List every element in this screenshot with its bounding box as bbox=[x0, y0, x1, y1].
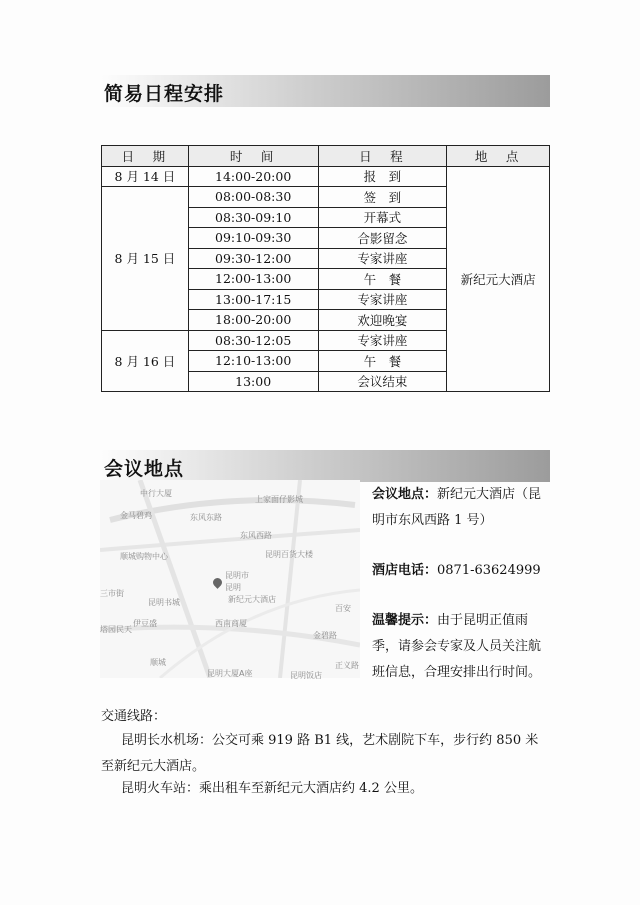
agenda-cell: 欢迎晚宴 bbox=[318, 310, 447, 331]
map-label: 正义路 bbox=[335, 661, 359, 670]
map-label: 昆明大厦A座 bbox=[207, 669, 253, 678]
phone-label: 酒店电话： bbox=[372, 563, 438, 578]
map-label: 新纪元大酒店 bbox=[228, 595, 276, 604]
tip-block bbox=[372, 608, 552, 686]
transport-title: 交通线路： bbox=[101, 709, 167, 724]
map-label: 昆明饭店 bbox=[290, 671, 322, 680]
time-cell: 13:00 bbox=[188, 371, 318, 392]
venue-section-title: 会议地点 bbox=[104, 458, 185, 480]
time-cell: 18:00-20:00 bbox=[188, 310, 318, 331]
map-label: 塔园民天 bbox=[100, 625, 132, 634]
map-label: 金碧路 bbox=[313, 631, 337, 640]
time-cell: 09:30-12:00 bbox=[188, 248, 318, 269]
agenda-cell: 开幕式 bbox=[318, 207, 447, 228]
header-date: 日 期 bbox=[102, 146, 189, 167]
map-label: 东风东路 bbox=[190, 513, 222, 522]
date-cell: 8 月 14 日 bbox=[102, 166, 189, 187]
time-cell: 08:00-08:30 bbox=[188, 187, 318, 208]
map-label: 上家面仔影城 bbox=[255, 495, 303, 504]
agenda-cell: 签 到 bbox=[318, 187, 447, 208]
time-cell: 12:10-13:00 bbox=[188, 351, 318, 372]
map-label: 昆明市 bbox=[225, 571, 249, 580]
phone-block bbox=[372, 558, 552, 584]
agenda-cell: 专家讲座 bbox=[318, 330, 447, 351]
date-cell: 8 月 15 日 bbox=[102, 187, 189, 331]
header-agenda: 日 程 bbox=[318, 146, 447, 167]
address-block bbox=[372, 482, 552, 534]
agenda-cell: 合影留念 bbox=[318, 228, 447, 249]
map-label: 中行大厦 bbox=[140, 489, 172, 498]
map-label: 昆明书城 bbox=[148, 598, 180, 607]
time-cell: 12:00-13:00 bbox=[188, 269, 318, 290]
map-label: 三市街 bbox=[100, 589, 124, 598]
map-label: 西南商厦 bbox=[215, 619, 247, 628]
agenda-cell: 午 餐 bbox=[318, 351, 447, 372]
transport-train: 昆明火车站：乘出租车至新纪元大酒店约 4.2 公里。 bbox=[121, 781, 423, 796]
map-label: 百安 bbox=[335, 604, 351, 613]
schedule-section-title: 简易日程安排 bbox=[104, 83, 225, 105]
time-cell: 14:00-20:00 bbox=[188, 166, 318, 187]
header-place: 地 点 bbox=[447, 146, 550, 167]
time-cell: 08:30-12:05 bbox=[188, 330, 318, 351]
table-row bbox=[102, 166, 550, 187]
agenda-cell: 午 餐 bbox=[318, 269, 447, 290]
date-cell: 8 月 16 日 bbox=[102, 330, 189, 392]
header-time: 时 间 bbox=[188, 146, 318, 167]
map-label: 东风西路 bbox=[240, 531, 272, 540]
table-header-row bbox=[102, 146, 550, 167]
transport-airport: 昆明长水机场：公交可乘 919 路 B1 线，艺术剧院下车，步行约 850 米至新纪元大酒店。 bbox=[101, 733, 539, 774]
tip-value: 由于昆明正值雨季，请参会专家及人员关注航班信息，合理安排出行时间。 bbox=[372, 613, 542, 680]
map-label: 昆明 bbox=[225, 583, 241, 592]
address-value: 新纪元大酒店（昆明市东风西路 1 号） bbox=[372, 487, 542, 528]
venue-cell: 新纪元大酒店 bbox=[447, 166, 550, 392]
phone-value: 0871-63624999 bbox=[437, 563, 541, 578]
agenda-cell: 专家讲座 bbox=[318, 248, 447, 269]
address-label: 会议地点： bbox=[372, 487, 438, 502]
tip-label: 温馨提示： bbox=[372, 613, 438, 628]
agenda-cell: 专家讲座 bbox=[318, 289, 447, 310]
map-label: 金马碧鸡 bbox=[120, 511, 152, 520]
time-cell: 13:00-17:15 bbox=[188, 289, 318, 310]
map-label: 顺城购物中心 bbox=[120, 552, 168, 561]
time-cell: 08:30-09:10 bbox=[188, 207, 318, 228]
map-label: 伊豆盛 bbox=[133, 619, 157, 628]
schedule-table bbox=[101, 145, 550, 392]
agenda-cell: 会议结束 bbox=[318, 371, 447, 392]
map-label: 昆明百货大楼 bbox=[265, 550, 313, 559]
time-cell: 09:10-09:30 bbox=[188, 228, 318, 249]
agenda-cell: 报 到 bbox=[318, 166, 447, 187]
map-label: 顺城 bbox=[150, 658, 166, 667]
